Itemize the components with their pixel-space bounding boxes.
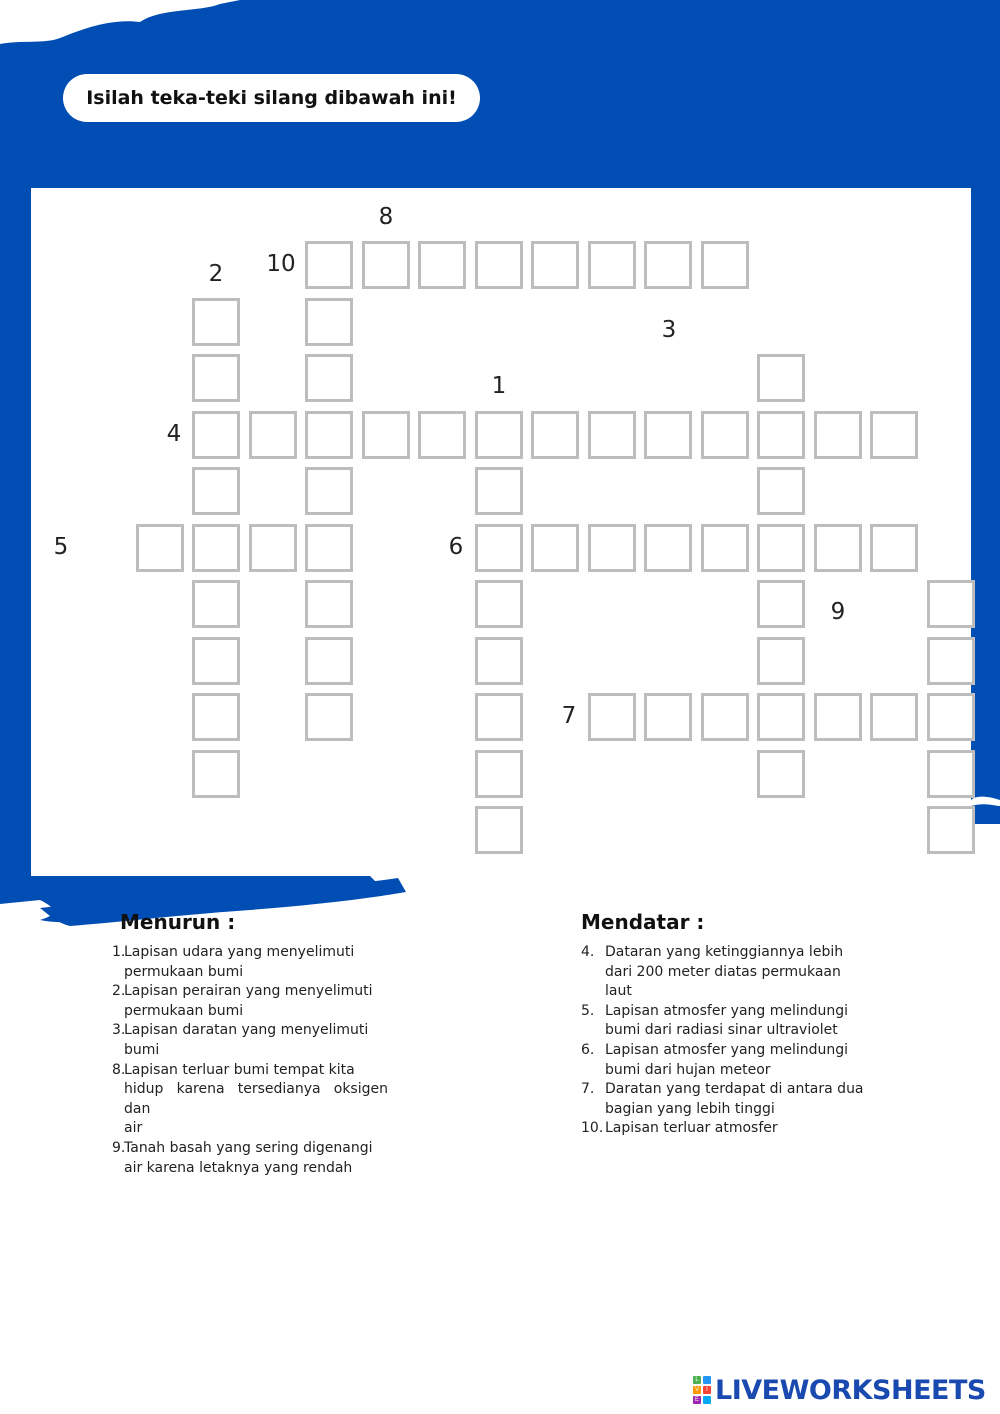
clue-line xyxy=(112,1159,388,1179)
clue-line xyxy=(112,1021,388,1041)
logo-tile-blank xyxy=(703,1376,711,1384)
crossword-cell-r2-c4[interactable] xyxy=(305,354,353,402)
crossword-cell-r0-c5[interactable] xyxy=(362,241,410,289)
logo-letter-i: I xyxy=(703,1386,711,1394)
number-10: 10 xyxy=(266,251,296,277)
clue-line xyxy=(112,1139,388,1159)
number-8: 8 xyxy=(378,204,394,230)
crossword-cell-r6-c12[interactable] xyxy=(757,580,805,628)
across-heading: Mendatar : xyxy=(581,910,705,934)
clue-text: bumi dari radiasi sinar ultraviolet xyxy=(605,1022,838,1039)
crossword-cell-r8-c14[interactable] xyxy=(870,693,918,741)
clue-number xyxy=(112,1041,124,1061)
down-clue-list xyxy=(112,943,388,1178)
crossword-cell-r0-c11[interactable] xyxy=(701,241,749,289)
clue-line xyxy=(112,963,388,983)
liveworksheets-logo xyxy=(693,1374,986,1406)
crossword-cell-r5-c13[interactable] xyxy=(814,524,862,572)
crossword-cell-r3-c2[interactable] xyxy=(192,411,240,459)
crossword-cell-r5-c14[interactable] xyxy=(870,524,918,572)
clue-line xyxy=(112,1080,388,1119)
clue-number: 8. xyxy=(112,1061,126,1078)
crossword-cell-r2-c12[interactable] xyxy=(757,354,805,402)
crossword-cell-r4-c12[interactable] xyxy=(757,467,805,515)
clue-number: 5. xyxy=(581,1002,595,1019)
clue-text: Dataran yang ketinggiannya lebih xyxy=(605,944,844,960)
clue-text: laut xyxy=(605,983,632,1000)
crossword-cell-r8-c10[interactable] xyxy=(644,693,692,741)
clue-number: 4. xyxy=(581,944,595,960)
crossword-cell-r4-c4[interactable] xyxy=(305,467,353,515)
crossword-cell-r6-c2[interactable] xyxy=(192,580,240,628)
clue-text: Lapisan atmosfer yang melindungi xyxy=(605,1041,849,1058)
blue-right-splash xyxy=(971,804,1000,824)
clue-text: Lapisan udara yang menyelimuti xyxy=(124,944,355,960)
crossword-cell-r8-c11[interactable] xyxy=(701,693,749,741)
clue-text: Daratan yang terdapat di antara dua xyxy=(605,1081,864,1098)
down-heading: Menurun : xyxy=(120,910,236,934)
clue-text: bagian yang lebih tinggi xyxy=(605,1100,775,1117)
logo-letter-v: V xyxy=(694,1387,699,1393)
clue-number xyxy=(112,1159,124,1179)
logo-letter-l: L xyxy=(693,1376,701,1384)
crossword-cell-r3-c13[interactable] xyxy=(814,411,862,459)
crossword-cell-r3-c10[interactable] xyxy=(644,411,692,459)
crossword-cell-r6-c7[interactable] xyxy=(475,580,523,628)
clue-number xyxy=(112,1002,124,1022)
crossword-cell-r5-c8[interactable] xyxy=(531,524,579,572)
crossword-cell-r9-c15[interactable] xyxy=(927,750,975,798)
clue-number xyxy=(581,1061,605,1081)
crossword-cell-r8-c7[interactable] xyxy=(475,693,523,741)
crossword-cell-r5-c7[interactable] xyxy=(475,524,523,572)
instruction-banner: Isilah teka-teki silang dibawah ini! xyxy=(63,74,480,122)
clue-number xyxy=(112,963,124,983)
clue-line xyxy=(112,1002,388,1022)
clue-text: Lapisan terluar bumi tempat kita xyxy=(124,1061,355,1078)
crossword-cell-r4-c7[interactable] xyxy=(475,467,523,515)
clue-number: 2. xyxy=(112,983,126,1000)
crossword-cell-r7-c4[interactable] xyxy=(305,637,353,685)
clue-number: 9. xyxy=(112,1139,126,1156)
number-2: 2 xyxy=(208,261,224,287)
crossword-cell-r10-c15[interactable] xyxy=(927,806,975,854)
crossword-cell-r3-c11[interactable] xyxy=(701,411,749,459)
crossword-cell-r3-c4[interactable] xyxy=(305,411,353,459)
logo-icon xyxy=(693,1376,711,1404)
clue-text: permukaan bumi xyxy=(124,963,244,980)
crossword-cell-r9-c2[interactable] xyxy=(192,750,240,798)
crossword-cell-r6-c4[interactable] xyxy=(305,580,353,628)
clue-line xyxy=(581,943,871,963)
crossword-cell-r5-c4[interactable] xyxy=(305,524,353,572)
logo-text: LIVEWORKSHEETS xyxy=(715,1374,986,1406)
crossword-cell-r3-c12[interactable] xyxy=(757,411,805,459)
number-4: 4 xyxy=(166,421,182,447)
clue-line xyxy=(581,1080,871,1100)
crossword-cell-r8-c4[interactable] xyxy=(305,693,353,741)
number-6: 6 xyxy=(448,534,464,560)
crossword-cell-r0-c4[interactable] xyxy=(305,241,353,289)
logo-letter-e: E xyxy=(694,1397,699,1403)
crossword-cell-r8-c12[interactable] xyxy=(757,693,805,741)
number-1: 1 xyxy=(491,373,507,399)
crossword-cell-r10-c7[interactable] xyxy=(475,806,523,854)
clue-number xyxy=(581,1100,605,1120)
number-7: 7 xyxy=(561,703,577,729)
clue-line xyxy=(581,1119,871,1139)
clue-line xyxy=(112,1041,388,1061)
crossword-cell-r5-c1[interactable] xyxy=(136,524,184,572)
crossword-cell-r5-c2[interactable] xyxy=(192,524,240,572)
crossword-cell-r5-c3[interactable] xyxy=(249,524,297,572)
crossword-cell-r5-c12[interactable] xyxy=(757,524,805,572)
number-9: 9 xyxy=(830,599,846,625)
clue-line xyxy=(112,943,388,963)
crossword-cell-r1-c2[interactable] xyxy=(192,298,240,346)
clue-text: bumi xyxy=(124,1041,160,1058)
clue-line xyxy=(581,1041,871,1061)
clue-number xyxy=(581,982,605,1002)
crossword-cell-r3-c3[interactable] xyxy=(249,411,297,459)
clue-text: Lapisan atmosfer yang melindungi xyxy=(605,1002,849,1019)
clue-text: dari 200 meter diatas permukaan xyxy=(605,963,841,980)
clue-number: 3. xyxy=(112,1022,126,1039)
crossword-cell-r3-c14[interactable] xyxy=(870,411,918,459)
clue-number xyxy=(112,1080,124,1119)
clue-text: Lapisan terluar atmosfer xyxy=(605,1120,778,1137)
crossword-cell-r5-c9[interactable] xyxy=(588,524,636,572)
clue-text: permukaan bumi xyxy=(124,1002,244,1019)
number-3: 3 xyxy=(661,317,677,343)
crossword-cell-r3-c9[interactable] xyxy=(588,411,636,459)
crossword-cell-r0-c6[interactable] xyxy=(418,241,466,289)
clue-text: hidup karena tersedianya oksigen dan xyxy=(124,1081,388,1117)
crossword-cell-r7-c2[interactable] xyxy=(192,637,240,685)
clue-line xyxy=(581,1061,871,1081)
crossword-cell-r8-c9[interactable] xyxy=(588,693,636,741)
clue-text: air xyxy=(124,1120,143,1137)
clue-line xyxy=(581,982,871,1002)
crossword-cell-r2-c2[interactable] xyxy=(192,354,240,402)
crossword-cell-r5-c10[interactable] xyxy=(644,524,692,572)
clue-line xyxy=(581,1100,871,1120)
crossword-cell-r0-c8[interactable] xyxy=(531,241,579,289)
clue-text: air karena letaknya yang rendah xyxy=(124,1159,353,1176)
clue-line xyxy=(112,982,388,1002)
crossword-cell-r6-c15[interactable] xyxy=(927,580,975,628)
crossword-cell-r3-c5[interactable] xyxy=(362,411,410,459)
crossword-cell-r8-c15[interactable] xyxy=(927,693,975,741)
clue-line xyxy=(112,1119,388,1139)
crossword-cell-r9-c7[interactable] xyxy=(475,750,523,798)
clue-line xyxy=(581,1002,871,1022)
crossword-cell-r5-c11[interactable] xyxy=(701,524,749,572)
crossword-cell-r3-c7[interactable] xyxy=(475,411,523,459)
crossword-cell-r9-c12[interactable] xyxy=(757,750,805,798)
crossword-cell-r7-c7[interactable] xyxy=(475,637,523,685)
clue-text: Tanah basah yang sering digenangi xyxy=(124,1139,373,1156)
clue-number xyxy=(581,963,605,983)
logo-tile-blank-2 xyxy=(703,1396,711,1404)
clue-text: Lapisan perairan yang menyelimuti xyxy=(124,983,373,1000)
clue-line xyxy=(581,1021,871,1041)
crossword-cell-r0-c7[interactable] xyxy=(475,241,523,289)
clue-text: Lapisan daratan yang menyelimuti xyxy=(124,1022,369,1039)
clue-number: 6. xyxy=(581,1041,595,1058)
clue-line xyxy=(112,1061,388,1081)
clue-number: 7. xyxy=(581,1081,595,1098)
clue-text: bumi dari hujan meteor xyxy=(605,1061,771,1078)
across-clue-list xyxy=(581,943,871,1139)
crossword-cell-r1-c4[interactable] xyxy=(305,298,353,346)
crossword-cell-r0-c10[interactable] xyxy=(644,241,692,289)
crossword-cell-r3-c6[interactable] xyxy=(418,411,466,459)
crossword-cell-r3-c8[interactable] xyxy=(531,411,579,459)
crossword-cell-r8-c2[interactable] xyxy=(192,693,240,741)
crossword-cell-r7-c12[interactable] xyxy=(757,637,805,685)
number-5: 5 xyxy=(53,534,69,560)
clue-number xyxy=(581,1021,605,1041)
clue-number: 10. xyxy=(581,1120,604,1137)
crossword-cell-r8-c13[interactable] xyxy=(814,693,862,741)
clue-number: 1. xyxy=(112,944,126,960)
crossword-cell-r4-c2[interactable] xyxy=(192,467,240,515)
clue-line xyxy=(581,963,871,983)
crossword-cell-r0-c9[interactable] xyxy=(588,241,636,289)
clue-number xyxy=(112,1119,124,1139)
crossword-cell-r7-c15[interactable] xyxy=(927,637,975,685)
